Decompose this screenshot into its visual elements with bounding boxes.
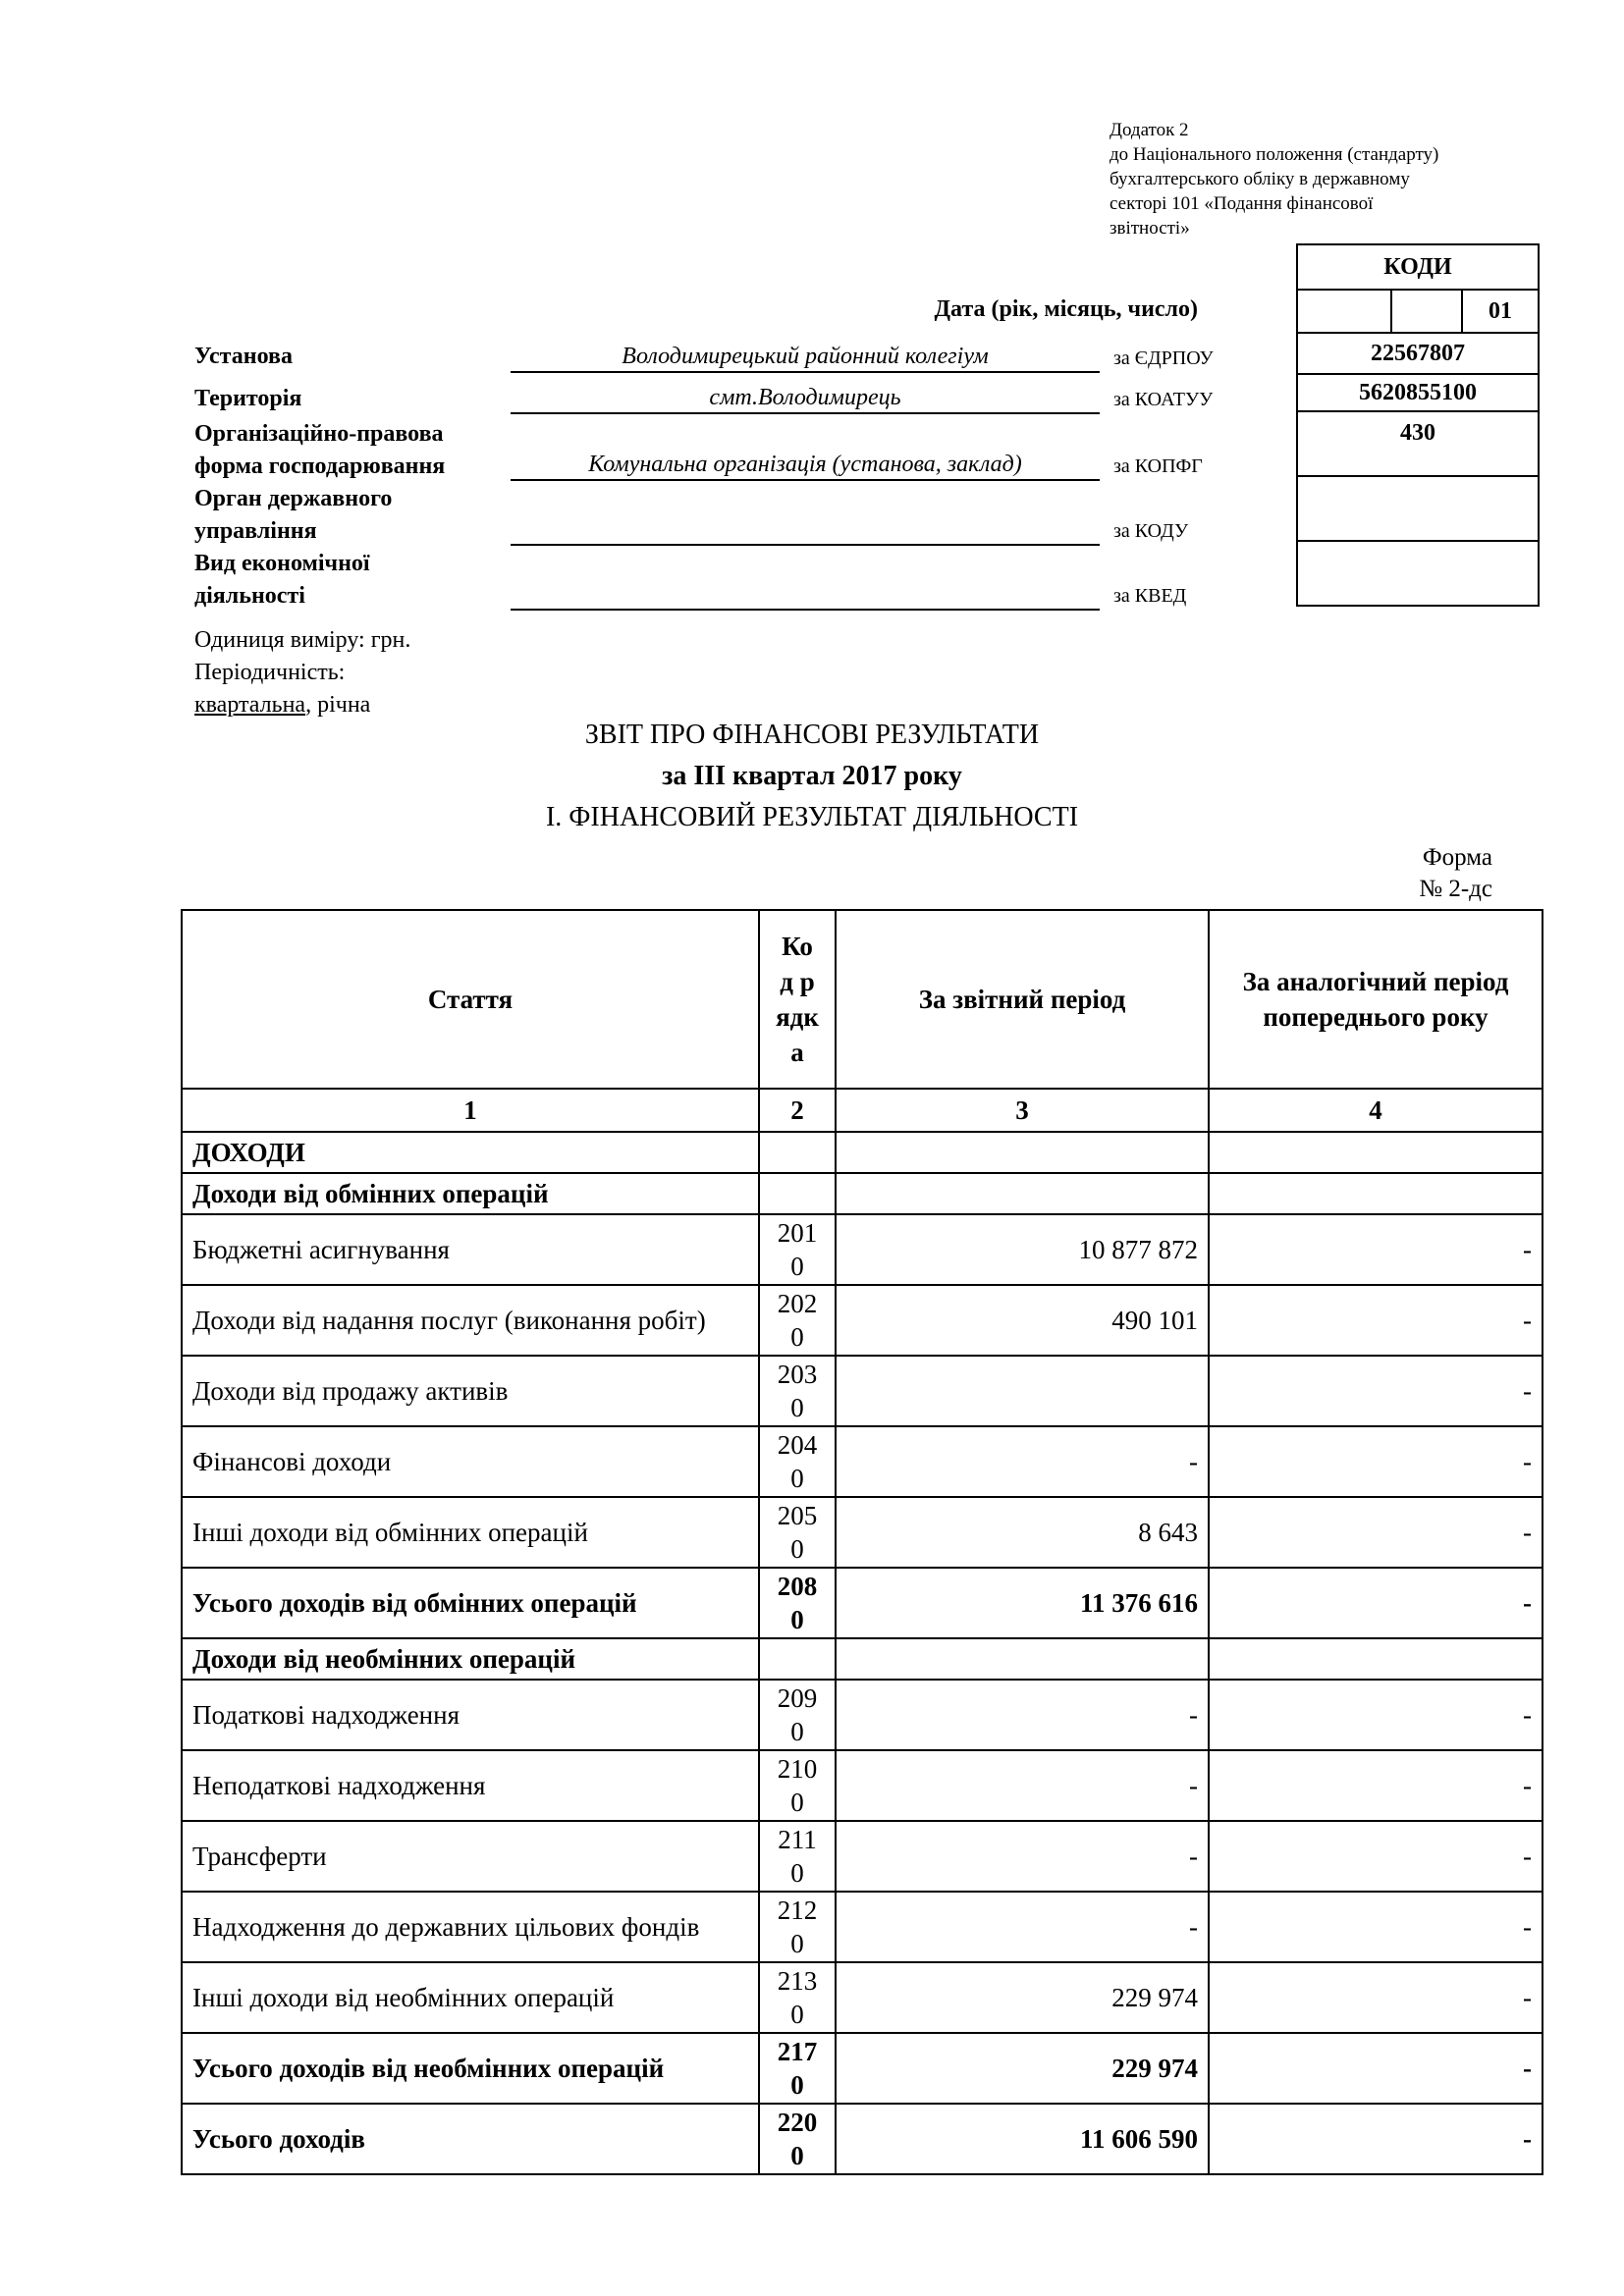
row-label: Податкові надходження [182,1680,759,1750]
column-number: 2 [759,1089,836,1132]
empty-cell [836,1132,1209,1173]
report-title: ЗВІТ ПРО ФІНАНСОВІ РЕЗУЛЬТАТИ [584,720,1040,750]
row-code [759,1821,836,1892]
row-current: - [836,1426,1209,1497]
row-previous: - [1209,1892,1543,1962]
row-label: Неподаткові надходження [182,1750,759,1821]
row-code-part: 212 [777,1896,818,1925]
row-code-part: 204 [777,1430,818,1460]
row-label: Інші доходи від необмінних операцій [182,1962,759,2033]
header-previous-period: За аналогічний період попереднього року [1209,910,1543,1089]
total-row [182,2033,1543,2104]
table-header-row [182,910,1543,1089]
row-code [759,1568,836,1638]
form-label [1355,842,1492,905]
section-row [182,1132,1543,1173]
table-row [182,1356,1543,1426]
row-previous: - [1209,1568,1543,1638]
date-year-cell [1298,291,1390,332]
table-row [182,1680,1543,1750]
row-code [759,2104,836,2174]
row-code-part: 0 [790,1929,804,1958]
row-label: Усього доходів від обмінних операцій [182,1568,759,1638]
column-number: 3 [836,1089,1209,1132]
row-code-part: 217 [777,2037,818,2066]
table-row [182,1426,1543,1497]
table-row [182,1892,1543,1962]
table-row [182,1214,1543,1285]
row-current: 229 974 [836,1962,1209,2033]
appendix-line: до Національного положення (стандарту) [1110,144,1439,165]
total-row [182,1568,1543,1638]
row-code-part: 0 [790,1252,804,1281]
section-row [182,1173,1543,1214]
row-previous: - [1209,1285,1543,1356]
table-row [182,1821,1543,1892]
activity-label-line: діяльності [194,583,305,609]
row-code-part: 205 [777,1501,818,1530]
row-previous: - [1209,1426,1543,1497]
row-previous: - [1209,1680,1543,1750]
row-code [759,1680,836,1750]
gov-body-value [511,514,1100,546]
row-previous: - [1209,1497,1543,1568]
empty-cell [759,1173,836,1214]
column-number: 1 [182,1089,759,1132]
koatuu-label: за КОАТУУ [1113,389,1214,410]
row-code [759,1750,836,1821]
row-code-part: 210 [777,1754,818,1784]
appendix-line: звітності» [1110,218,1190,239]
row-code [759,1214,836,1285]
row-label: Усього доходів [182,2104,759,2174]
section-row [182,1638,1543,1680]
row-code-part: 0 [790,1464,804,1493]
date-label: Дата (рік, місяць, число) [934,296,1198,322]
table-row [182,1285,1543,1356]
row-code-part: 0 [790,2141,804,2170]
row-current: 490 101 [836,1285,1209,1356]
unit-of-measure: Одиниця виміру: грн. [194,627,411,653]
header-code-text: Код рядка [776,932,819,1067]
empty-cell [1209,1132,1543,1173]
row-current [836,1356,1209,1426]
report-period: за III квартал 2017 року [662,761,962,791]
org-form-label-line: Організаційно-правова [194,421,444,447]
gov-body-label [194,483,509,548]
table-row [182,1750,1543,1821]
form-number: № 2-дс [1419,876,1492,902]
row-label: Надходження до державних цільових фондів [182,1892,759,1962]
org-form-value: Комунальна організація (установа, заклад) [511,450,1100,481]
empty-cell [836,1173,1209,1214]
appendix-line: секторі 101 «Подання фінансової [1110,193,1374,214]
row-code-part: 0 [790,1858,804,1888]
row-code-part: 0 [790,1605,804,1634]
row-previous: - [1209,1821,1543,1892]
row-current: - [836,1892,1209,1962]
grand-total-row [182,2104,1543,2174]
activity-value [511,579,1100,611]
kved-label: за КВЕД [1113,585,1187,607]
kopfg-code: 430 [1298,410,1538,475]
koatuu-code: 5620855100 [1298,373,1538,410]
row-code-part: 203 [777,1360,818,1389]
edrpou-label: за ЄДРПОУ [1113,347,1214,369]
row-label: Бюджетні асигнування [182,1214,759,1285]
row-code-part: 0 [790,2070,804,2100]
row-label: Доходи від надання послуг (виконання робіт) [182,1285,759,1356]
row-previous: - [1209,1214,1543,1285]
row-code [759,2033,836,2104]
activity-label-line: Вид економічної [194,551,370,576]
date-month-cell [1390,291,1461,332]
section-nonexchange: Доходи від необмінних операцій [182,1638,759,1680]
row-code [759,1356,836,1426]
appendix-line: бухгалтерського обліку в державному [1110,169,1410,189]
header-article: Стаття [182,910,759,1089]
row-code [759,1426,836,1497]
kodu-label: за КОДУ [1113,520,1189,542]
row-code [759,1962,836,2033]
row-current: - [836,1821,1209,1892]
date-day-cell: 01 [1461,291,1538,332]
table-row [182,1962,1543,2033]
territory-label: Територія [194,386,302,411]
table-row [182,1497,1543,1568]
row-code-part: 208 [777,1572,818,1601]
column-number: 4 [1209,1089,1543,1132]
row-current: - [836,1750,1209,1821]
periodicity-annual: , річна [305,692,371,718]
section-income: ДОХОДИ [182,1132,759,1173]
kodu-code [1298,475,1538,540]
periodicity-label: Періодичність: [194,660,346,685]
row-previous: - [1209,2033,1543,2104]
org-form-label-line: форма господарювання [194,454,446,479]
kved-code [1298,540,1538,605]
activity-label [194,548,509,613]
gov-body-label-line: управління [194,518,317,544]
row-code [759,1892,836,1962]
row-current: 11 376 616 [836,1568,1209,1638]
org-form-label [194,418,509,483]
row-label: Трансферти [182,1821,759,1892]
row-previous: - [1209,1962,1543,2033]
codes-block [1296,243,1540,607]
column-number-row [182,1089,1543,1132]
empty-cell [759,1132,836,1173]
row-code-part: 213 [777,1966,818,1996]
empty-cell [759,1638,836,1680]
appendix-note [1110,118,1522,240]
row-code-part: 209 [777,1683,818,1713]
periodicity-quarterly: квартальна [194,692,306,718]
row-label: Усього доходів від необмінних операцій [182,2033,759,2104]
row-code-part: 0 [790,1322,804,1352]
section-title: I. ФІНАНСОВИЙ РЕЗУЛЬТАТ ДІЯЛЬНОСТІ [545,802,1079,832]
row-code-part: 0 [790,1717,804,1746]
row-code-part: 201 [777,1218,818,1248]
row-code-part: 220 [777,2108,818,2137]
date-code-row [1298,289,1538,332]
edrpou-code: 22567807 [1298,332,1538,373]
empty-cell [1209,1638,1543,1680]
row-code-part: 0 [790,1788,804,1817]
row-current: 8 643 [836,1497,1209,1568]
empty-cell [1209,1173,1543,1214]
units-block [194,624,410,721]
row-code-part: 0 [790,1534,804,1564]
form-label-line: Форма [1422,844,1492,871]
row-code-part: 0 [790,2000,804,2029]
institution-value: Володимирецький районний колегіум [511,342,1100,373]
row-code-part: 0 [790,1393,804,1422]
gov-body-label-line: Орган державного [194,486,393,511]
header-code [759,910,836,1089]
row-label: Фінансові доходи [182,1426,759,1497]
row-current: 229 974 [836,2033,1209,2104]
row-current: - [836,1680,1209,1750]
row-code-part: 202 [777,1289,818,1318]
section-exchange: Доходи від обмінних операцій [182,1173,759,1214]
appendix-line: Додаток 2 [1110,120,1189,140]
row-code-part: 211 [778,1825,817,1854]
row-label: Інші доходи від обмінних операцій [182,1497,759,1568]
row-previous: - [1209,1750,1543,1821]
territory-value: смт.Володимирець [511,383,1100,414]
row-previous: - [1209,2104,1543,2174]
row-code [759,1285,836,1356]
empty-cell [836,1638,1209,1680]
kopfg-label: за КОПФГ [1113,455,1203,477]
row-current: 11 606 590 [836,2104,1209,2174]
row-current: 10 877 872 [836,1214,1209,1285]
codes-header: КОДИ [1383,253,1452,280]
financial-results-table [181,909,1543,2175]
institution-label: Установа [194,344,293,369]
row-label: Доходи від продажу активів [182,1356,759,1426]
header-current-period: За звітний період [836,910,1209,1089]
row-code [759,1497,836,1568]
row-previous: - [1209,1356,1543,1426]
